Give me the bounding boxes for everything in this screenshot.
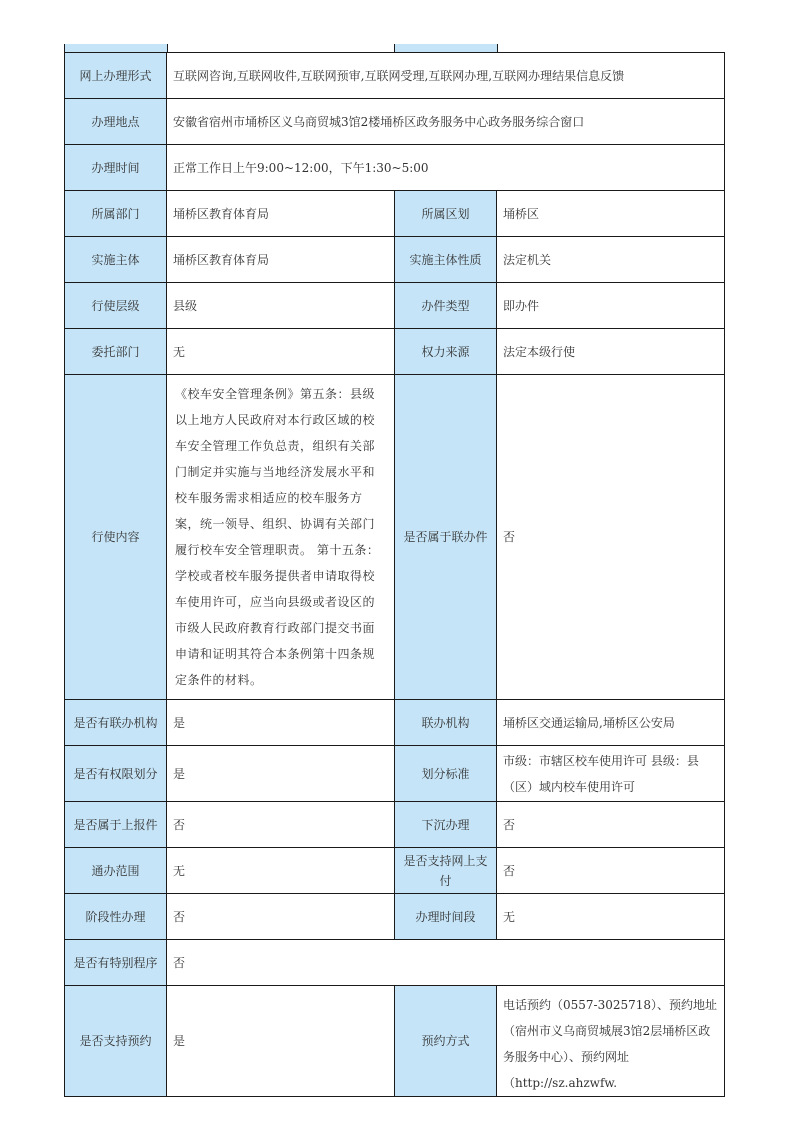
online-form-label: 网上办理形式 bbox=[65, 53, 167, 99]
has-joint-org-label: 是否有联办机构 bbox=[65, 700, 167, 746]
district-label: 所属区划 bbox=[395, 191, 497, 237]
joint-org-label: 联办机构 bbox=[395, 700, 497, 746]
level-label: 行使层级 bbox=[65, 283, 167, 329]
table-row bbox=[65, 191, 725, 237]
table-row bbox=[65, 700, 725, 746]
entrust-label: 委托部门 bbox=[65, 329, 167, 375]
table-row bbox=[65, 940, 725, 986]
scope-value: 无 bbox=[167, 848, 395, 894]
permission-label: 是否有权限划分 bbox=[65, 746, 167, 802]
reservation-method-value: 电话预约（0557-3025718）、预约地址（宿州市义乌商贸城展3馆2层埇桥区政务服务中心）、预约网址（http://sz.ahzwfw. bbox=[497, 986, 725, 1097]
report-label: 是否属于上报件 bbox=[65, 802, 167, 848]
time-period-value: 无 bbox=[497, 894, 725, 940]
table-top-strip-right bbox=[394, 44, 498, 52]
joint-case-value: 否 bbox=[497, 375, 725, 700]
power-source-label: 权力来源 bbox=[395, 329, 497, 375]
entrust-value: 无 bbox=[167, 329, 395, 375]
department-label: 所属部门 bbox=[65, 191, 167, 237]
subject-value: 埇桥区教育体育局 bbox=[167, 237, 395, 283]
table-row bbox=[65, 99, 725, 145]
report-value: 否 bbox=[167, 802, 395, 848]
content-cell bbox=[167, 375, 395, 700]
table-row bbox=[65, 802, 725, 848]
hours-label: 办理时间 bbox=[65, 145, 167, 191]
stage-value: 否 bbox=[167, 894, 395, 940]
table-top-strip-left bbox=[64, 44, 168, 52]
time-period-label: 办理时间段 bbox=[395, 894, 497, 940]
content-value: 《校车安全管理条例》第五条：县级以上地方人民政府对本行政区域的校车安全管理工作负总责，组织有关部门制定并实施与当地经济发展水平和校车服务需求相适应的校车服务方案，统一领导、组织、协调有关部门履行校车安全管理职责。 第十五条：学校或者校车服务提供者申请取得校车使用许可，应当向县级或者设区的市级人民政府教育行政部门提交书面申请和证明其符合本条例第十四条规定条件的材料。 bbox=[175, 387, 380, 687]
location-value: 安徽省宿州市埇桥区义乌商贸城3馆2楼埇桥区政务服务中心政务服务综合窗口 bbox=[167, 99, 725, 145]
has-joint-org-value: 是 bbox=[167, 700, 395, 746]
sink-handling-label: 下沉办理 bbox=[395, 802, 497, 848]
department-value: 埇桥区教育体育局 bbox=[167, 191, 395, 237]
level-value: 县级 bbox=[167, 283, 395, 329]
content-label: 行使内容 bbox=[65, 375, 167, 700]
reservation-label: 是否支持预约 bbox=[65, 986, 167, 1097]
reservation-method-label: 预约方式 bbox=[395, 986, 497, 1097]
table-row bbox=[65, 237, 725, 283]
sink-handling-value: 否 bbox=[497, 802, 725, 848]
special-procedure-label: 是否有特别程序 bbox=[65, 940, 167, 986]
location-label: 办理地点 bbox=[65, 99, 167, 145]
table-row bbox=[65, 375, 725, 700]
subject-label: 实施主体 bbox=[65, 237, 167, 283]
table-row bbox=[65, 848, 725, 894]
subject-nature-label: 实施主体性质 bbox=[395, 237, 497, 283]
subject-nature-value: 法定机关 bbox=[497, 237, 725, 283]
online-payment-label: 是否支持网上支付 bbox=[395, 848, 497, 894]
scope-label: 通办范围 bbox=[65, 848, 167, 894]
case-type-value: 即办件 bbox=[497, 283, 725, 329]
table-row bbox=[65, 894, 725, 940]
joint-case-label: 是否属于联办件 bbox=[395, 375, 497, 700]
hours-value: 正常工作日上午9:00~12:00，下午1:30~5:00 bbox=[167, 145, 725, 191]
table-row bbox=[65, 283, 725, 329]
stage-label: 阶段性办理 bbox=[65, 894, 167, 940]
service-info-table bbox=[64, 52, 725, 1097]
table-row bbox=[65, 53, 725, 99]
table-row bbox=[65, 145, 725, 191]
joint-org-value: 埇桥区交通运输局,埇桥区公安局 bbox=[497, 700, 725, 746]
district-value: 埇桥区 bbox=[497, 191, 725, 237]
online-payment-value: 否 bbox=[497, 848, 725, 894]
permission-value: 是 bbox=[167, 746, 395, 802]
table-row bbox=[65, 986, 725, 1097]
special-procedure-value: 否 bbox=[167, 940, 725, 986]
reservation-value: 是 bbox=[167, 986, 395, 1097]
division-standard-value: 市级：市辖区校车使用许可 县级：县（区）域内校车使用许可 bbox=[497, 746, 725, 802]
table-row bbox=[65, 746, 725, 802]
case-type-label: 办件类型 bbox=[395, 283, 497, 329]
power-source-value: 法定本级行使 bbox=[497, 329, 725, 375]
online-form-value: 互联网咨询,互联网收件,互联网预审,互联网受理,互联网办理,互联网办理结果信息反馈 bbox=[167, 53, 725, 99]
division-standard-label: 划分标准 bbox=[395, 746, 497, 802]
table-row bbox=[65, 329, 725, 375]
